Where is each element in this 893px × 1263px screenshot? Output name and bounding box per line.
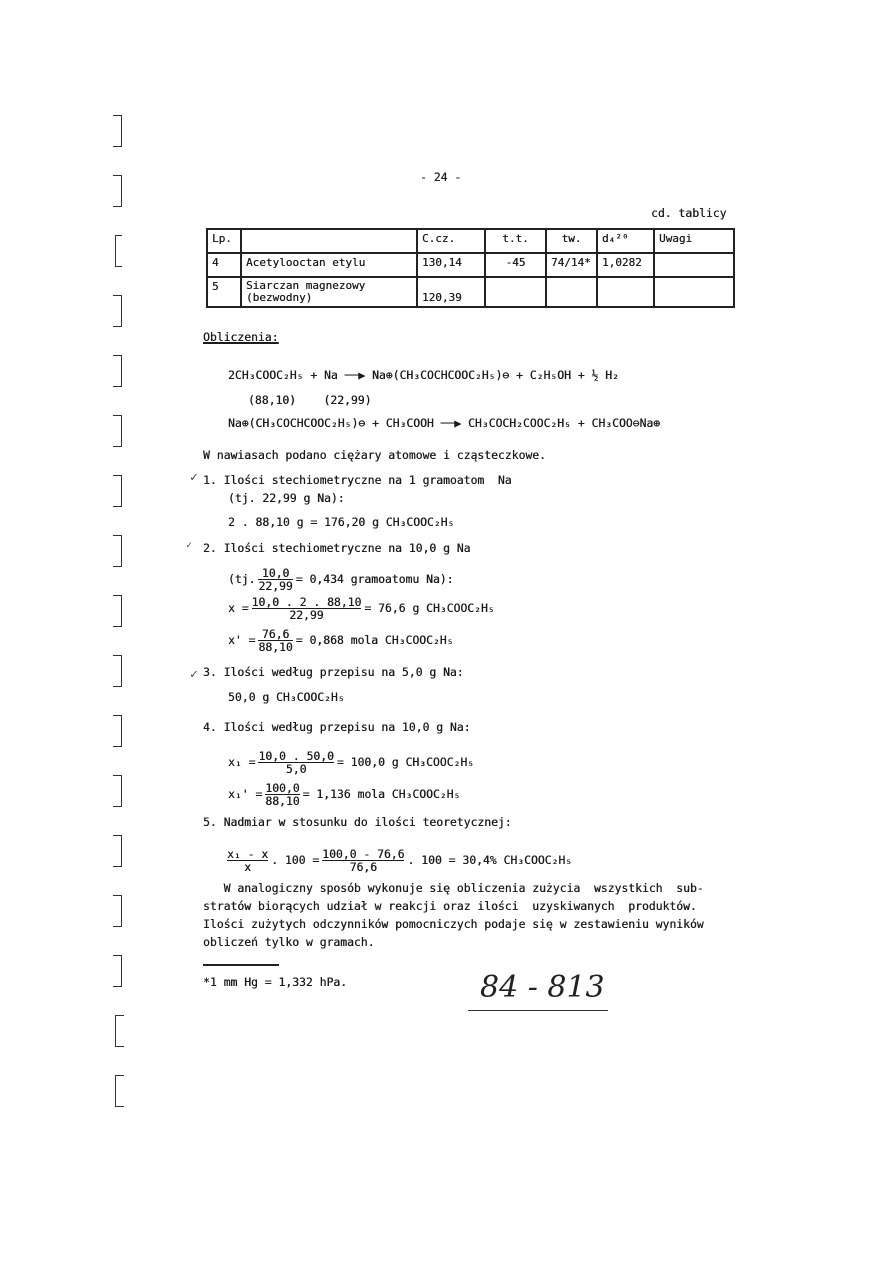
numerator: 10,0 <box>258 567 292 580</box>
text: = 100,0 g CH₃COOC₂H₅ <box>336 755 475 769</box>
numerator: 100,0 <box>265 781 300 795</box>
page-number: - 24 - <box>420 170 462 184</box>
cell: Siarczan magnezowy (bezwodny) <box>241 277 417 307</box>
binding-mark <box>113 535 122 567</box>
header-cell: Lp. <box>207 229 241 253</box>
cell: 1,0282 <box>597 253 654 277</box>
paragraph-line: Ilości zużytych odczynników pomocniczych podaje się w zestawieniu wyników <box>203 917 704 931</box>
text: x₁ = <box>228 755 256 769</box>
footnote-divider <box>203 964 279 966</box>
step-4-title: 4. Ilości według przepisu na 10,0 g Na: <box>203 720 471 734</box>
binding-mark <box>115 1015 124 1047</box>
checkmark-icon: ✓ <box>186 540 193 551</box>
header-cell: t.t. <box>485 229 546 253</box>
excess-calc <box>224 848 572 873</box>
step-3-title: 3. Ilości według przepisu na 5,0 g Na: <box>203 665 464 679</box>
cell: 4 <box>207 253 241 277</box>
x1-prime-calc <box>228 782 460 807</box>
denominator: 88,10 <box>258 640 293 654</box>
fraction <box>252 596 362 621</box>
paragraph-line: obliczeń tylko w gramach. <box>203 935 375 949</box>
step-1-subtitle: (tj. 22,99 g Na): <box>228 491 345 505</box>
binding-mark <box>113 775 122 807</box>
denominator: 88,10 <box>265 794 300 808</box>
table-header-row <box>207 229 734 253</box>
x1-calc <box>228 750 474 775</box>
binding-mark <box>115 235 122 267</box>
checkmark-icon: ✓ <box>190 470 198 485</box>
handwritten-note: 84 - 813 <box>480 970 605 1005</box>
step-2-mol-calc <box>228 567 453 592</box>
denominator: x <box>244 860 251 874</box>
binding-mark <box>113 835 122 867</box>
numerator: 100,0 - 76,6 <box>322 847 405 861</box>
binding-mark <box>113 655 122 687</box>
table-row <box>207 253 734 277</box>
binding-mark <box>113 895 122 927</box>
step-2-title: 2. Ilości stechiometryczne na 10,0 g Na <box>203 541 471 555</box>
step-3-calc: 50,0 g CH₃COOC₂H₅ <box>228 690 345 704</box>
x-calc <box>228 596 495 621</box>
fraction <box>258 567 292 592</box>
text: . 100 = <box>271 853 320 867</box>
cell: 74/14* <box>546 253 597 277</box>
numerator: 10,0 . 50,0 <box>258 749 334 763</box>
text: = 0,868 mola CH₃COOC₂H₅ <box>295 633 454 647</box>
checkmark-icon: ✓ <box>190 667 198 682</box>
handwritten-underline <box>468 1010 608 1011</box>
substance-table <box>206 228 735 308</box>
header-cell <box>241 229 417 253</box>
binding-mark <box>113 475 122 507</box>
step-1-title: 1. Ilości stechiometryczne na 1 gramoatom Na <box>203 473 512 487</box>
binding-mark <box>113 595 122 627</box>
header-cell: Uwagi <box>654 229 734 253</box>
text: (tj. <box>228 572 256 586</box>
numerator: 10,0 . 2 . 88,10 <box>251 595 362 609</box>
step-5-title: 5. Nadmiar w stosunku do ilości teoretycznej: <box>203 815 512 829</box>
fraction <box>258 628 292 653</box>
binding-mark <box>115 1075 124 1107</box>
header-cell: tw. <box>546 229 597 253</box>
fraction <box>322 848 404 873</box>
denominator: 22,99 <box>258 579 293 593</box>
binding-mark <box>113 295 122 327</box>
header-cell: C.cz. <box>417 229 485 253</box>
text: = 1,136 mola CH₃COOC₂H₅ <box>302 787 461 801</box>
paragraph-line: W analogiczny sposób wykonuje się obliczenia zużycia wszystkich sub- <box>203 881 704 895</box>
numerator: x₁ - x <box>227 847 269 861</box>
step-1-calc: 2 . 88,10 g = 176,20 g CH₃COOC₂H₅ <box>228 515 455 529</box>
text: x = <box>228 601 249 615</box>
table-caption: cd. tablicy <box>651 206 727 220</box>
note-text: W nawiasach podano ciężary atomowe i cząsteczkowe. <box>203 448 546 462</box>
header-cell: d₄²⁰ <box>597 229 654 253</box>
molar-masses: (88,10) (22,99) <box>248 393 372 407</box>
binding-mark <box>113 355 122 387</box>
text: x₁' = <box>228 787 263 801</box>
binding-mark <box>113 175 122 207</box>
text: = 76,6 g CH₃COOC₂H₅ <box>364 601 495 615</box>
footnote: *1 mm Hg = 1,332 hPa. <box>203 975 348 989</box>
binding-mark <box>113 115 122 147</box>
cell: 5 <box>207 277 241 307</box>
cell: 130,14 <box>417 253 485 277</box>
section-heading: Obliczenia: <box>203 330 279 344</box>
cell <box>485 277 546 307</box>
numerator: 76,6 <box>258 628 292 641</box>
cell <box>654 277 734 307</box>
denominator: 5,0 <box>285 762 307 776</box>
reaction-equation-2: Na⊕(CH₃COCHCOOC₂H₅)⊖ + CH₃COOH ──▶ CH₃COCH₂COOC₂H₅ + CH₃COO⊖Na⊕ <box>228 416 661 430</box>
binding-mark <box>113 415 122 447</box>
fraction <box>227 848 268 873</box>
cell <box>654 253 734 277</box>
cell: Acetylooctan etylu <box>241 253 417 277</box>
cell <box>546 277 597 307</box>
table-row <box>207 277 734 307</box>
reaction-equation-1: 2CH₃COOC₂H₅ + Na ──▶ Na⊕(CH₃COCHCOOC₂H₅)⊖ + C₂H₅OH + ½ H₂ <box>228 368 619 382</box>
text: = 0,434 gramoatomu Na): <box>295 572 454 586</box>
binding-mark <box>113 715 122 747</box>
cell: 120,39 <box>417 277 485 307</box>
cell <box>597 277 654 307</box>
x-prime-calc <box>228 628 453 653</box>
binding-mark <box>113 955 122 987</box>
fraction <box>258 750 333 775</box>
text: . 100 = 30,4% CH₃COOC₂H₅ <box>407 853 573 867</box>
denominator: 76,6 <box>349 860 378 874</box>
text: x' = <box>228 633 256 647</box>
denominator: 22,99 <box>289 608 324 622</box>
fraction <box>265 782 299 807</box>
cell: -45 <box>485 253 546 277</box>
paragraph-line: stratów biorących udział w reakcji oraz ilości uzyskiwanych produktów. <box>203 899 697 913</box>
